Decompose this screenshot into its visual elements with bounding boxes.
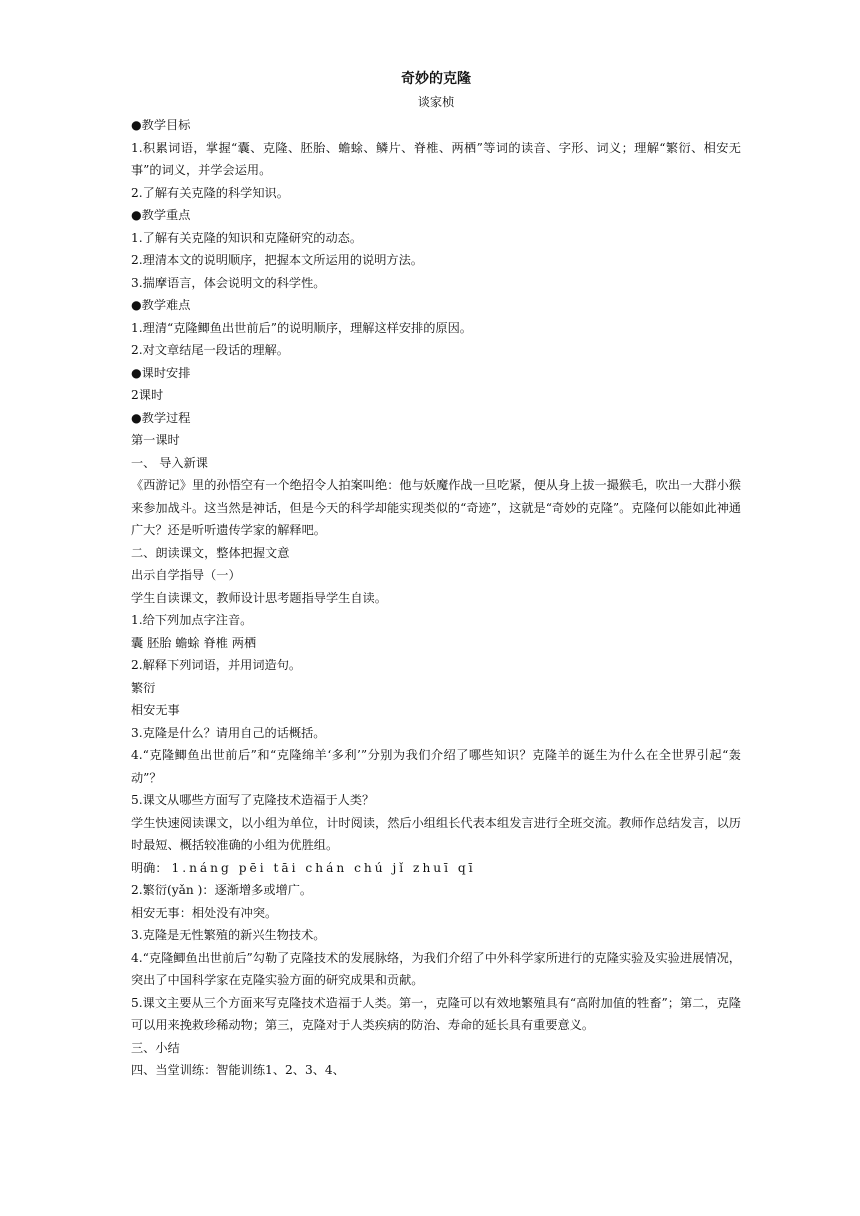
lesson-heading: 第一课时 [131,433,180,447]
section-heading: ●教学难点 [131,298,191,312]
paragraph: 学生自读课文，教师设计思考题指导学生自读。 [131,590,387,605]
paragraph: 3.克隆是什么？请用自己的话概括。 [131,725,326,740]
paragraph: 5.课文从哪些方面写了克隆技术造福于人类？ [131,793,375,807]
answer-label: 明确： [131,860,168,875]
paragraph: 学生快速阅读课文，以小组为单位，计时阅读，然后小组组长代表本组发言进行全班交流。教师作总结发言，以历时最短、概括较准确的小组为优胜组。 [131,815,741,852]
paragraph: 2.对文章结尾一段话的理解。 [131,343,289,357]
paragraph: 4.“克隆鲫鱼出世前后”和“克隆绵羊‘多利’”分别为我们介绍了哪些知识？克隆羊的诞生为什么在全世界引起“轰动”？ [131,748,741,785]
document-page [131,66,741,1082]
section-heading: ●课时安排 [131,365,191,380]
paragraph: 出示自学指导（一） [131,568,241,582]
paragraph: 相安无事：相处没有冲突。 [131,905,278,920]
answer-line [131,857,741,880]
paragraph: 相安无事 [131,703,180,717]
paragraph: 二、朗读课文，整体把握文意 [131,545,290,560]
paragraph: 3.克隆是无性繁殖的新兴生物技术。 [131,928,326,942]
section-heading: ●教学目标 [131,118,191,132]
document-title: 奇妙的克隆 [401,71,471,87]
paragraph: 3.揣摩语言，体会说明文的科学性。 [131,275,326,290]
paragraph: 2.理清本文的说明顺序，把握本文所运用的说明方法。 [131,253,423,267]
paragraph: 囊 胚胎 蟾蜍 脊椎 两栖 [131,635,257,650]
paragraph: 三、小结 [131,1040,180,1055]
paragraph: 《西游记》里的孙悟空有一个绝招令人拍案叫绝：他与妖魔作战一旦吃紧，便从身上拔一撮猴毛，吹出一大群小猴来参加战斗。这当然是神话，但是今天的科学却能实现类似的“奇迹”，这就是“奇妙的克隆”。克隆何以能如此神通广大？还是听听遗传学家的解释吧。 [131,478,741,537]
paragraph: 一、 导入新课 [131,455,208,470]
section-heading: ●教学过程 [131,410,191,425]
answer-pinyin: 1.náng pēi tāi chán chú jǐ zhuī qī [171,860,476,875]
paragraph: 2课时 [131,388,164,402]
paragraph: 2.繁衍(yǎn )：逐渐增多或增广。 [131,883,313,897]
paragraph: 四、当堂训练：智能训练1、2、3、4、 [131,1063,345,1077]
paragraph: 1.了解有关克隆的知识和克隆研究的动态。 [131,230,363,245]
paragraph: 2.解释下列词语，并用词造句。 [131,658,302,672]
paragraph: 4.“克隆鲫鱼出世前后”勾勒了克隆技术的发展脉络，为我们介绍了中外科学家所进行的克隆实验及实验进展情况，突出了中国科学家在克隆实验方面的研究成果和贡献。 [131,950,741,987]
section-heading: ●教学重点 [131,208,191,222]
paragraph: 2.了解有关克隆的科学知识。 [131,185,289,200]
paragraph: 1.给下列加点字注音。 [131,613,253,627]
document-author: 谈家桢 [417,95,455,109]
paragraph: 1.积累词语，掌握“囊、克隆、胚胎、蟾蜍、鳞片、脊椎、两栖”等词的读音、字形、词义；理解“繁衍、相安无事”的词义，并学会运用。 [131,140,741,177]
paragraph: 繁衍 [131,680,156,695]
paragraph: 1.理清“克隆鲫鱼出世前后”的说明顺序，理解这样安排的原因。 [131,320,472,335]
paragraph: 5.课文主要从三个方面来写克隆技术造福于人类。第一，克隆可以有效地繁殖具有“高附加值的牲畜”；第二，克隆可以用来挽救珍稀动物；第三，克隆对于人类疾病的防治、寿命的延长具有重要意义。 [131,995,741,1032]
